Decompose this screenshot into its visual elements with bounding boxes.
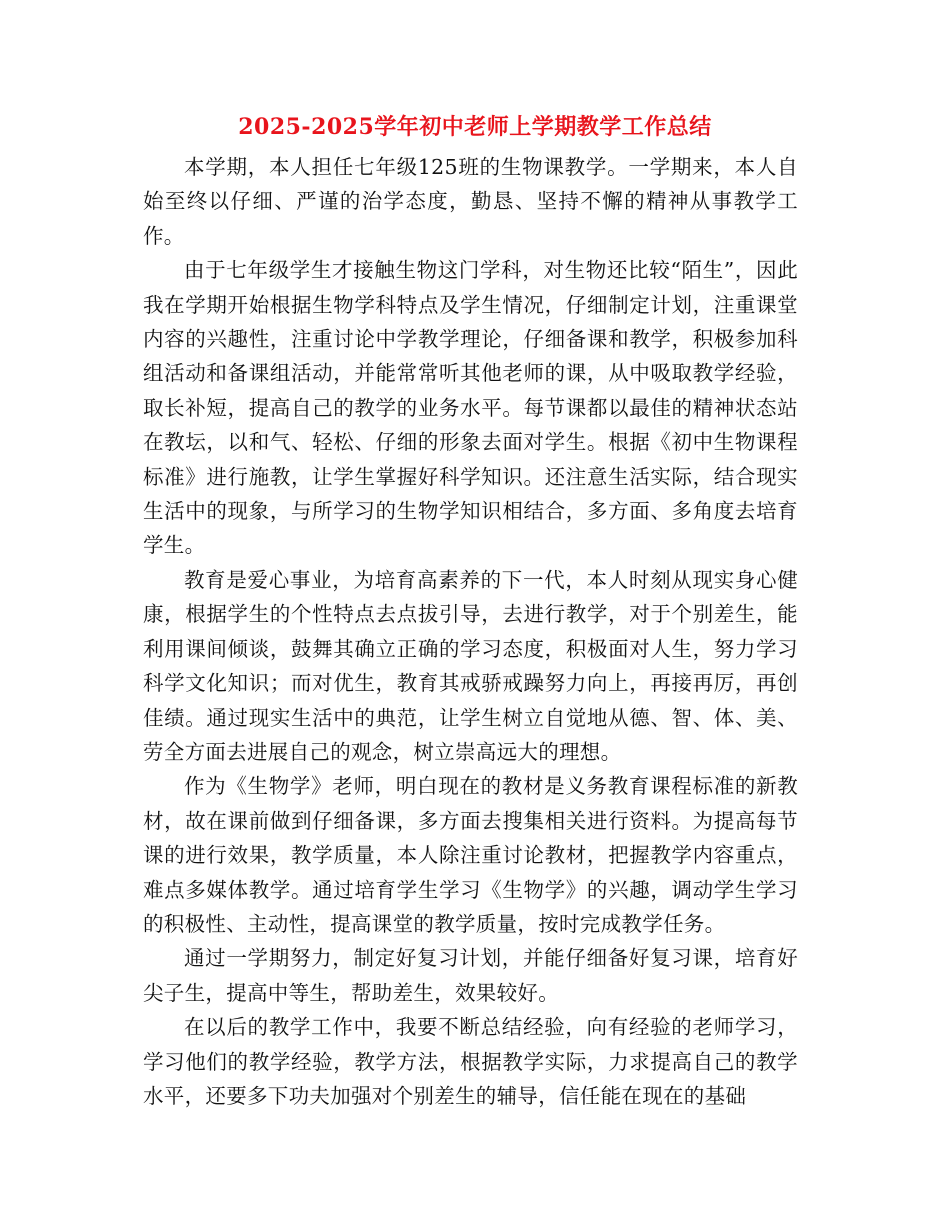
paragraph-2: 由于七年级学生才接触生物这门学科，对生物还比较“陌生”，因此我在学期开始根据生物学科特点及学生情况，仔细制定计划，注重课堂内容的兴趣性，注重讨论中学教学理论，仔细备课和教学，积极参加科组活动和备课组活动，并能常常听其他老师的课，从中吸取教学经验，取长补短，提高自己的教学的业务水平。每节课都以最佳的精神状态站在教坛，以和气、轻松、仔细的形象去面对学生。根据《初中生物课程标准》进行施教，让学生掌握好科学知识。还注意生活实际，结合现实生活中的现象，与所学习的生物学知识相结合，多方面、多角度去培育学生。 [143,258,798,558]
document-title: 2025-2025学年初中老师上学期教学工作总结 [238,114,712,140]
paragraph-4: 作为《生物学》老师，明白现在的教材是义务教育课程标准的新教材，故在课前做到仔细备课，多方面去搜集相关进行资料。为提高每节课的进行效果，教学质量，本人除注重讨论教材，把握教学内容重点，难点多媒体教学。通过培育学生学习《生物学》的兴趣，调动学生学习的积极性、主动性，提高课堂的教学质量，按时完成教学任务。 [143,774,798,936]
paragraph-3: 教育是爱心事业，为培育高素养的下一代，本人时刻从现实身心健康，根据学生的个性特点去点拔引导，去进行教学，对于个别差生，能利用课间倾谈，鼓舞其确立正确的学习态度，积极面对人生，努力学习科学文化知识；而对优生，教育其戒骄戒躁努力向上，再接再厉，再创佳绩。通过现实生活中的典范，让学生树立自觉地从德、智、体、美、劳全方面去进展自己的观念，树立崇高远大的理想。 [143,567,798,764]
paragraph-1: 本学期，本人担任七年级125班的生物课教学。一学期来，本人自始至终以仔细、严谨的治学态度，勤恳、坚持不懈的精神从事教学工作。 [143,155,798,248]
paragraph-5: 通过一学期努力，制定好复习计划，并能仔细备好复习课，培育好尖子生，提高中等生，帮助差生，效果较好。 [143,946,798,1005]
document-body [143,150,798,1113]
paragraph-6: 在以后的教学工作中，我要不断总结经验，向有经验的老师学习，学习他们的教学经验，教学方法，根据教学实际，力求提高自己的教学水平，还要多下功夫加强对个别差生的辅导，信任能在现在的基础 [143,1015,798,1108]
